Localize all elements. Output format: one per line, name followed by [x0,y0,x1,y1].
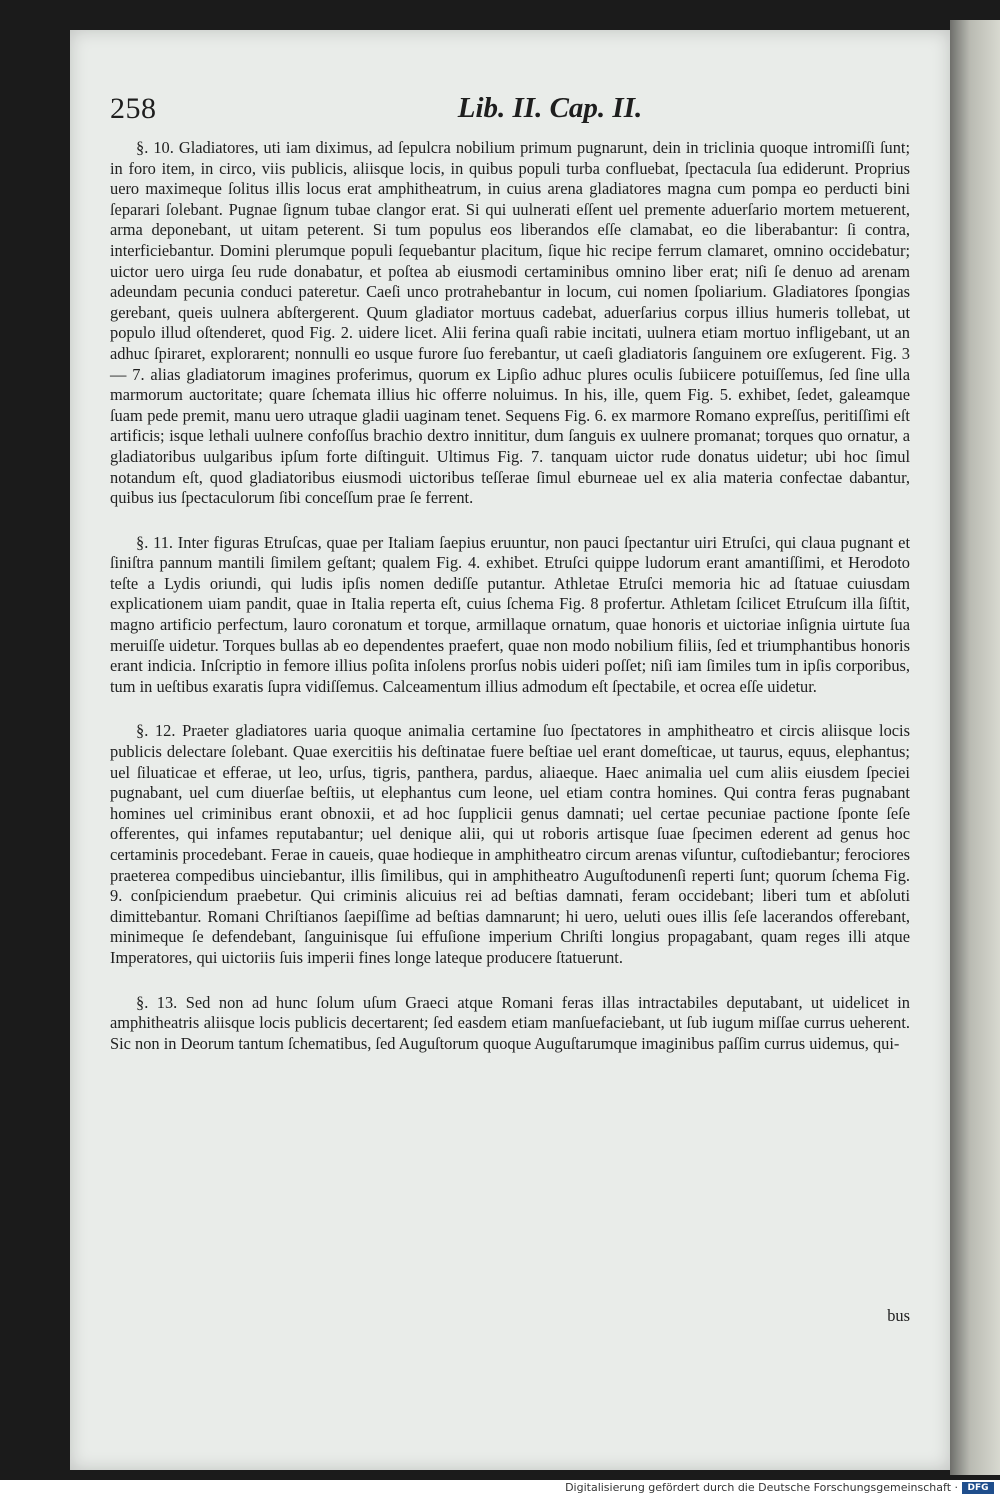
catchword: bus [887,1306,910,1325]
footer-credit: Digitalisierung gefördert durch die Deutsche Forschungsgemeinschaft · [565,1481,958,1494]
paragraph-section-13: §. 13. Sed non ad hunc ſolum uſum Graeci atque Romani feras illas intractabiles deputabant, ut uidelicet in amphitheatris aliisque locis publicis decertarent; ſed easdem etiam manſuefaciebant, ut ſub iugum miſſae currus ueherent. Sic non in Deorum tantum ſchematibus, ſed Auguſtorum quoque Auguſtarumque imaginibus paſſim currus uidemus, qui- [110,992,910,1053]
paragraph-section-11: §. 11. Inter figuras Etruſcas, quae per Italiam ſaepius eruuntur, non pauci ſpectantur uiri Etruſci, qui claua pugnant et ſiniſtra pannum mantili ſimilem geſtant; qualem Fig. 4. exhibet. Etruſci quippe ludorum erant amantiſſimi, et Herodoto teſte a Lydis oriundi, qui ludis ipſis nomen dediſſe putantur. Athletae Etruſci memoria hic ad ſtatuae cuiusdam explicationem uiam pandit, quae in Italia reperta eſt, cuius ſchema Fig. 8 profertur. Athletam ſcilicet Etruſcum illa ſiſtit, magno artificio perfectum, lauro coronatum et torque, armillaque ornatum, quae honoris et uictoriae inſignia uirtute ſua meruiſſe uidetur. Torques bullas ab eo dependentes praefert, quae non modo nobilium filiis, ſed et triumphantibus honoris erant indicia. Inſcriptio in femore illius poſita inſolens prorſus nobis uideri poſſet; niſi iam ſimiles tum in ipſis corporibus, tum in ueſtibus exaratis ſupra vidiſſemus. Calceamentum illius admodum eſt ſpectabile, et ocrea eſſe uidetur. [110,532,910,696]
digitization-footer [0,1480,1000,1497]
body-text [110,138,910,1054]
paragraph-section-12: §. 12. Praeter gladiatores uaria quoque animalia certamine ſuo ſpectatores in amphitheatro et circis aliisque locis publicis delectare ſolebant. Quae exercitiis his deſtinatae fuere beſtiae uel erant domeſticae, ut taurus, equus, elephantus; uel ſiluaticae et efferae, ut leo, urſus, tigris, panthera, pardus, aliaeque. Haec animalia uel cum aliis eiusdem ſpeciei pugnabant, uel cum diuerſae beſtiis, ut elephantus cum leone, uel etiam contra homines. Qui contra feras pugnabant homines uel criminibus erant obnoxii, et ad hoc ſupplicii genus damnati; uel certae pecuniae pactione ſponte ſeſe offerentes, qui infames reputabantur; uel denique alii, qui ut roboris artisque ſuae ſpecimen ederent ad genus hoc certaminis procedebant. Ferae in caueis, quae hodieque in amphitheatro circum arenas viſuntur, cuſtodiebantur; ferociores praeterea compedibus uinciebantur, illis ſimilibus, qui in amphitheatro Auguſtodunenſi reperti ſunt; quorum ſchema Fig. 9. conſpiciendum praebetur. Qui criminis alicuius rei ad beſtias damnati, feram occidebant; liberi tum et abſoluti dimittebantur. Romani Chriſtianos ſaepiſſime ad beſtias damnarunt; hi uero, ueluti oues illis ſeſe lacerandos offerebant, minimeque ſe defendebant, ſanguinisque ſui effuſione imperium Chriſti longius propagabant, quam reges illi atque Imperatores, qui uictoriis ſuis imperii fines longe lateque producere ſtatuerunt. [110,721,910,967]
paragraph-section-10: §. 10. Gladiatores, uti iam diximus, ad ſepulcra nobilium primum pugnarunt, dein in triclinia quoque intromiſſi ſunt; in foro item, in circo, viis publicis, aliisque locis, in quibus populi turba confluebat, ſpectacula ſua ediderunt. Proprius uero maximeque ſolitus illis locus erat amphitheatrum, in cuius arena gladiatores magna cum pompa eo perducti bini ſeparari ſolebant. Pugnae ſignum tubae clangor erat. Si qui uulnerati eſſent uel premente aduerſario mortem metuerent, arma deponebant, ut uitam peterent. Si tum populus eos liberandos eſſe clamabat, eo die liberabantur: ſi contra, interficiebantur. Domini plerumque populi ſequebantur placitum, ſique hic recipe ferrum clamaret, omnino occidebatur; uictor uero uirga ſeu rude donabatur, et poſtea ab eiusmodi certaminibus omnino liber erat; niſi ſe denuo ad arenam adeundam pecunia conduci pateretur. Caeſi unco protrahebantur in locum, cui nomen ſpoliarium. Gladiatores ſpongias gerebant, queis uulnera abſtergerent. Quum gladiator mortuus cadebat, aduerſarius corpus illius humeris tollebat, ut populo illud oſtenderet, quod Fig. 2. uidere licet. Alii ferina quaſi rabie incitati, uulnera etiam mortuo infligebant, ut an adhuc ſpiraret, explorarent; nonnulli eo usque furore ſuo ferebantur, ut caeſi gladiatoris ſanguinem ore exſugerent. Fig. 3 — 7. alias gladiatorum imagines proferimus, quorum ex Lipſio adhuc plures oculis ſubiicere potuiſſemus, ſed ſine ulla marmorum auctoritate; quare ſchemata illius hic offerre noluimus. In his, ille, quem Fig. 5. exhibet, ſedet, galeamque ſuam pede premit, manu uero utraque gladii uaginam tenet. Sequens Fig. 6. ex marmore Romano expreſſus, peritiſſimi eſt artificis; isque lethali uulnere confoſſus brachio dextro innititur, dum ſanguis ex uulnere promanat; torques quo ornatur, a gladiatoribus uulgaribus ipſum forte diſtinguit. Ultimus Fig. 7. tanquam uictor rude donatus uidetur; ubi hoc ſimul notandum eſt, quod gladiatoribus eiusmodi uictoribus teſſerae ſimul eburneae uel ex alia materia confectae dabantur, quibus ius ſpectaculorum ſibi conceſſum prae ſe ferrent. [110,138,910,508]
page-header [110,92,910,126]
running-head: Lib. II. Cap. II. [457,92,643,124]
dfg-logo-icon: DFG [962,1482,994,1494]
page-number: 258 [110,92,157,125]
facing-page-edge [950,20,1000,1475]
